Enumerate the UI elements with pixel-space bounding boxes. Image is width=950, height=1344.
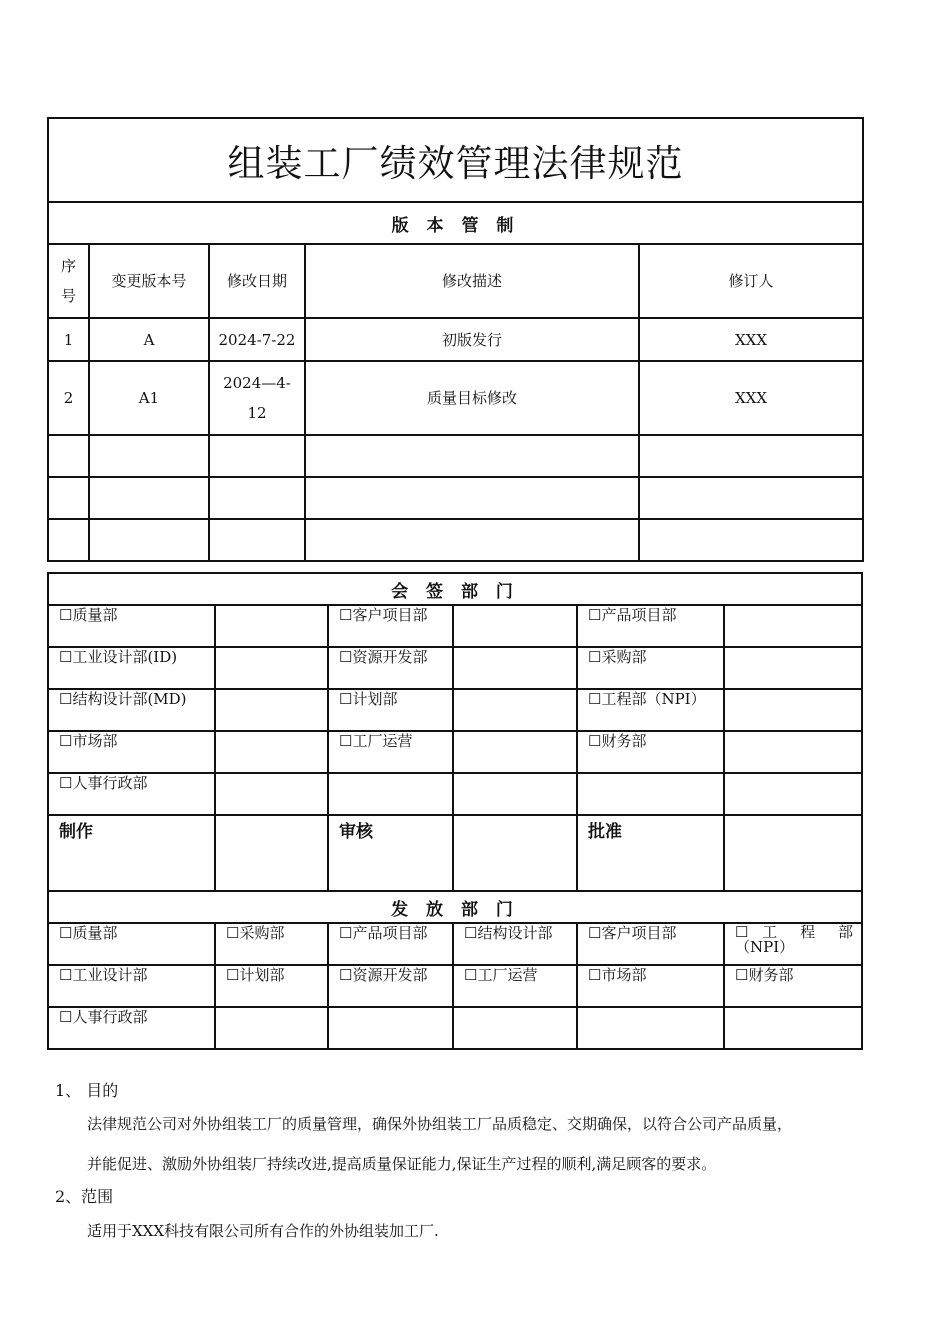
countersign-checkbox-product-project[interactable]: ☐产品项目部 [577,605,724,647]
countersign-checkbox-customer-project[interactable]: ☐客户项目部 [328,605,453,647]
distribution-checkbox-engineering[interactable]: ☐ 工 程 部 （NPI） [724,923,862,965]
countersign-row [48,731,862,773]
date-cell: 2024—4- 12 [209,361,305,435]
distribution-checkbox-quality[interactable]: ☐质量部 [48,923,215,965]
signature-row [48,815,862,891]
countersign-checkbox-factory-ops[interactable]: ☐工厂运营 [328,731,453,773]
approve-signature-cell[interactable] [724,815,862,891]
countersign-checkbox-planning[interactable]: ☐计划部 [328,689,453,731]
distribution-checkbox-finance[interactable]: ☐财务部 [724,965,862,1007]
version-cell: A1 [89,361,209,435]
reviser-header: 修订人 [639,244,863,318]
distribution-checkbox-resource-dev[interactable]: ☐资源开发部 [328,965,453,1007]
reviser-cell: XXX [639,361,863,435]
signature-cell[interactable] [724,605,862,647]
document-title: 组装工厂绩效管理法律规范 [48,118,863,202]
signature-cell[interactable] [724,647,862,689]
scope-line-1: 适用于XXX科技有限公司所有合作的外协组装加工厂. [87,1222,439,1240]
signature-cell[interactable] [724,689,862,731]
purpose-line-1: 法律规范公司对外协组装工厂的质量管理，确保外协组装工厂品质稳定、交期确保，以符合公司产品质量， [87,1115,793,1133]
distribution-heading: 发 放 部 门 [48,891,862,923]
distribution-row [48,923,862,965]
distribution-checkbox-hr-admin[interactable]: ☐人事行政部 [48,1007,215,1049]
countersign-row [48,605,862,647]
distribution-checkbox-product-project[interactable]: ☐产品项目部 [328,923,453,965]
section-heading-scope: 2、范围 [55,1187,114,1206]
make-label: 制作 [48,815,215,891]
version-control-table [47,117,864,562]
version-header: 变更版本号 [89,244,209,318]
version-control-heading: 版 本 管 制 [48,202,863,244]
signature-cell[interactable] [453,689,577,731]
desc-cell: 初版发行 [305,318,639,361]
version-cell: A [89,318,209,361]
seq-cell: 2 [48,361,89,435]
signature-cell[interactable] [215,647,328,689]
empty-row [48,435,863,477]
countersign-checkbox-marketing[interactable]: ☐市场部 [48,731,215,773]
desc-cell: 质量目标修改 [305,361,639,435]
date-header: 修改日期 [209,244,305,318]
reviser-cell: XXX [639,318,863,361]
empty-row [48,519,863,561]
distribution-row [48,1007,862,1049]
distribution-checkbox-structure-design[interactable]: ☐结构设计部 [453,923,577,965]
countersign-checkbox-structure-design[interactable]: ☐结构设计部(MD) [48,689,215,731]
distribution-checkbox-factory-ops[interactable]: ☐工厂运营 [453,965,577,1007]
signature-cell[interactable] [215,689,328,731]
countersign-row [48,647,862,689]
make-signature-cell[interactable] [215,815,328,891]
table-row [48,361,863,435]
section-heading-purpose: 1、 目的 [55,1081,119,1100]
distribution-checkbox-purchasing[interactable]: ☐采购部 [215,923,328,965]
signature-cell[interactable] [215,605,328,647]
countersign-checkbox-hr-admin[interactable]: ☐人事行政部 [48,773,215,815]
signature-cell[interactable] [724,731,862,773]
countersign-checkbox-quality[interactable]: ☐质量部 [48,605,215,647]
version-header-row [48,244,863,318]
countersign-checkbox-resource-dev[interactable]: ☐资源开发部 [328,647,453,689]
table-row [48,318,863,361]
distribution-row [48,965,862,1007]
signature-cell[interactable] [215,731,328,773]
seq-header: 序 号 [48,244,89,318]
signature-cell[interactable] [215,773,328,815]
countersign-row [48,689,862,731]
empty-row [48,477,863,519]
purpose-line-2: 并能促进、激励外协组装厂持续改进,提高质量保证能力,保证生产过程的顺利,满足顾客的要求。 [87,1155,717,1173]
signature-cell[interactable] [453,647,577,689]
countersign-row [48,773,862,815]
countersign-checkbox-finance[interactable]: ☐财务部 [577,731,724,773]
approve-label: 批准 [577,815,724,891]
distribution-checkbox-customer-project[interactable]: ☐客户项目部 [577,923,724,965]
countersign-checkbox-industrial-design[interactable]: ☐工业设计部(ID) [48,647,215,689]
countersign-checkbox-engineering[interactable]: ☐工程部（NPI） [577,689,724,731]
signature-cell[interactable] [453,605,577,647]
distribution-checkbox-industrial-design[interactable]: ☐工业设计部 [48,965,215,1007]
review-signature-cell[interactable] [453,815,577,891]
seq-cell: 1 [48,318,89,361]
signature-cell[interactable] [453,731,577,773]
date-cell: 2024-7-22 [209,318,305,361]
countersign-checkbox-purchasing[interactable]: ☐采购部 [577,647,724,689]
review-label: 审核 [328,815,453,891]
distribution-checkbox-marketing[interactable]: ☐市场部 [577,965,724,1007]
countersign-heading: 会 签 部 门 [48,573,862,605]
distribution-checkbox-planning[interactable]: ☐计划部 [215,965,328,1007]
desc-header: 修改描述 [305,244,639,318]
department-table [47,572,863,1050]
